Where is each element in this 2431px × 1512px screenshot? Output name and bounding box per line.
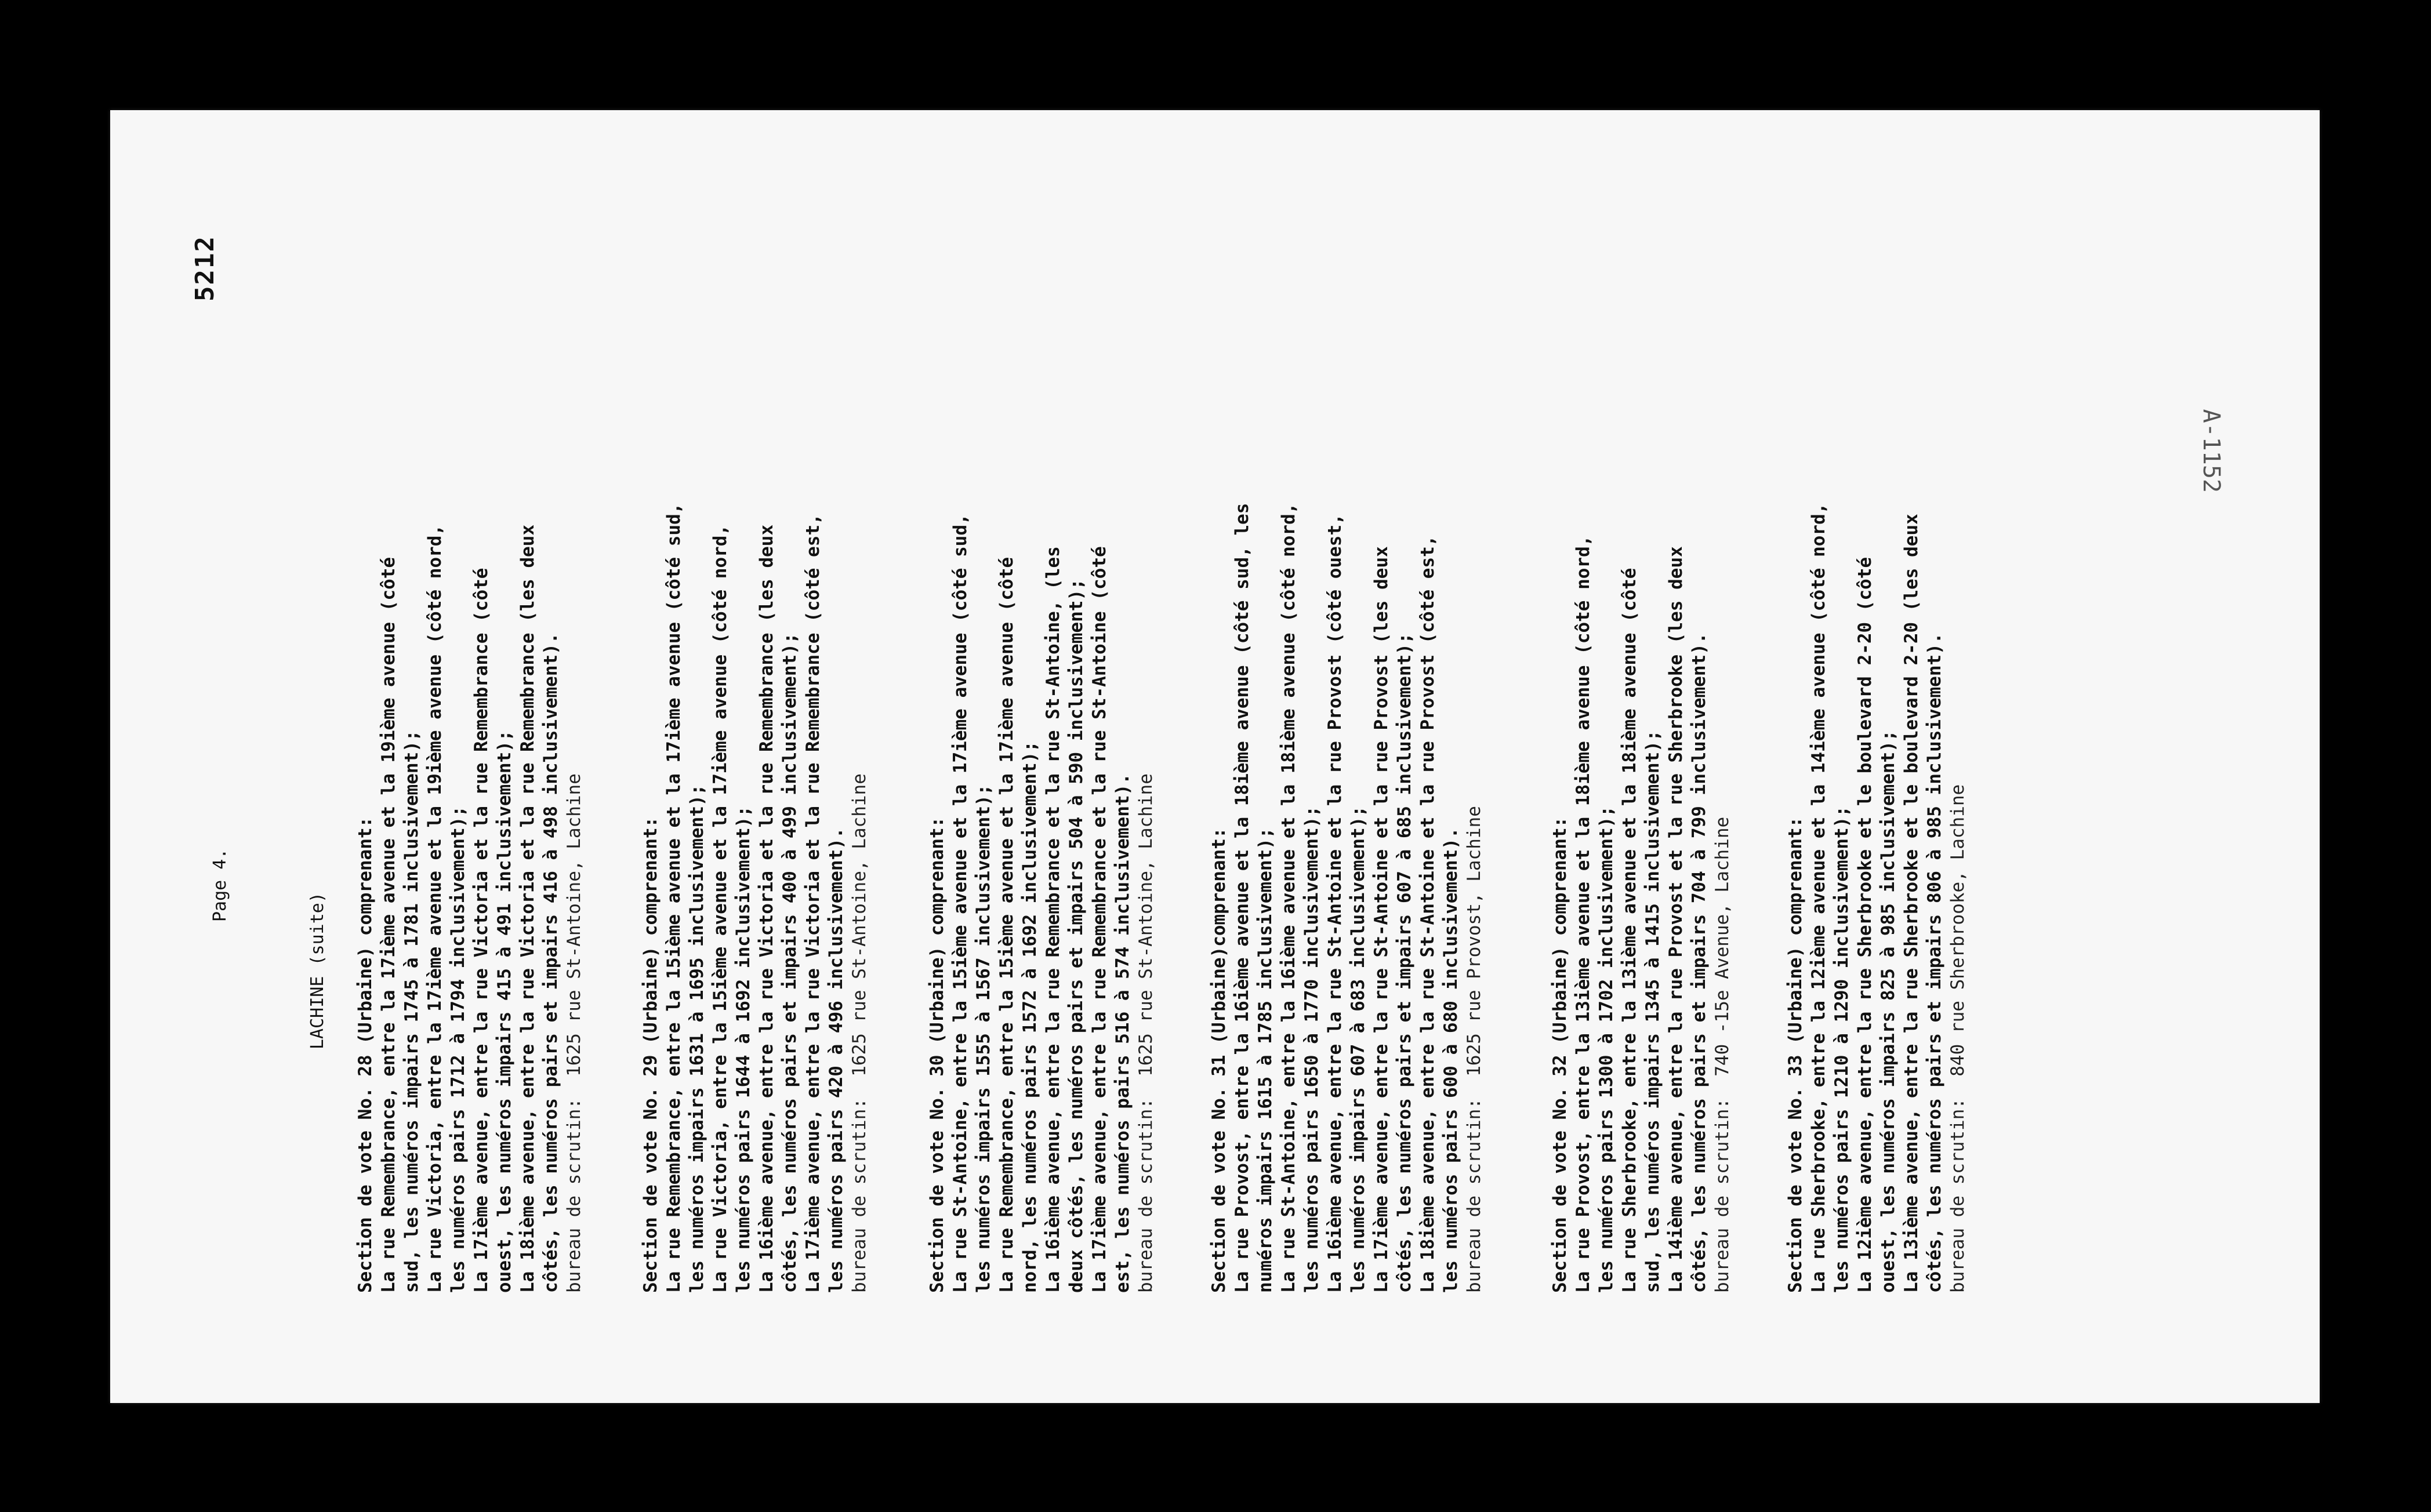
section-line: Section de vote No. 33 (Urbaine) comprenant: — [1785, 816, 1806, 1293]
section-line: sud, les numéros impairs 1745 à 1781 inclusivement); — [401, 730, 422, 1293]
section-line: La rue St-Antoine, entre la 15ième avenue et la 17ième avenue (côté sud, — [950, 514, 971, 1293]
section-line: La 18ième avenue, entre la rue St-Antoine et la rue Provost (côté est, — [1417, 535, 1438, 1293]
section-line: La 13ième avenue, entre la rue Sherbrooke et le boulevard 2-20 (les deux — [1901, 514, 1922, 1293]
polling-station: bureau de scrutin: 1625 rue Provost, Lachine — [1464, 806, 1485, 1293]
page-number: 5212 — [190, 235, 220, 301]
section-line: les numéros pairs 420 à 496 inclusivement). — [826, 827, 847, 1293]
section-line: La rue Remembrance, entre la 15ième avenue et la 17ième avenue (côté — [996, 557, 1017, 1293]
section-line: les numéros impairs 607 à 683 inclusivement); — [1348, 806, 1369, 1293]
section-line: La rue Victoria, entre la 15ième avenue et la 17ième avenue (côté nord, — [710, 524, 731, 1293]
section-line: les numéros pairs 1210 à 1290 inclusivement); — [1831, 806, 1852, 1293]
voting-section-29 — [639, 249, 871, 1293]
section-line: La 14ième avenue, entre la rue Provost et la rue Sherbrooke (les deux — [1666, 546, 1686, 1293]
voting-section-28 — [354, 249, 586, 1293]
polling-station: bureau de scrutin: 1625 rue St-Antoine, Lachine — [849, 773, 870, 1293]
section-line: Section de vote No. 31 (Urbaine)comprenant: — [1209, 827, 1229, 1293]
document-sheet — [110, 110, 2320, 1403]
section-line: La rue Remembrance, entre la 17ième avenue et la 19ième avenue (côté — [378, 557, 399, 1293]
rotated-page-content — [110, 110, 2320, 1403]
section-line: La 17ième avenue, entre la rue St-Antoine et la rue Provost (les deux — [1371, 546, 1392, 1293]
section-line: les numéros impairs 1631 à 1695 inclusivement); — [687, 784, 707, 1293]
section-line: deux côtés, les numéros pairs et impairs 504 à 590 inclusivement); — [1066, 579, 1087, 1293]
section-line: La rue Provost, entre la 16ième avenue et la 18ième avenue (côté sud, les — [1232, 503, 1253, 1293]
section-line: Section de vote No. 29 (Urbaine) comprenant: — [640, 816, 661, 1293]
voting-section-30 — [926, 249, 1158, 1293]
section-line: côtés, les numéros pairs et impairs 416 à 498 inclusivement). — [540, 633, 561, 1293]
section-line: Section de vote No. 32 (Urbaine) comprenant: — [1550, 816, 1570, 1293]
section-line: Section de vote No. 28 (Urbaine) comprenant: — [355, 816, 376, 1293]
section-line: La rue Sherbrooke, entre la 12ième avenue et la 14ième avenue (côté nord, — [1808, 503, 1829, 1293]
section-line: ouest, les numéros impairs 825 à 985 inclusivement); — [1878, 730, 1899, 1293]
section-line: sud, les numéros impairs 1345 à 1415 inclusivement); — [1642, 730, 1663, 1293]
section-line: côtés, les numéros pairs et impairs 806 à 985 inclusivement). — [1924, 633, 1945, 1293]
section-line: La rue Sherbrooke, entre la 13ième avenue et la 18ième avenue (côté — [1619, 568, 1640, 1293]
section-line: La 16ième avenue, entre la rue St-Antoine et la rue Provost (côté ouest, — [1325, 514, 1345, 1293]
section-line: numéros impairs 1615 à 1785 inclusivement); — [1255, 827, 1276, 1293]
section-line: les numéros pairs 600 à 680 inclusivement). — [1441, 827, 1461, 1293]
voting-section-33 — [1784, 249, 1969, 1293]
polling-station: bureau de scrutin: 1625 rue St-Antoine, Lachine — [564, 773, 585, 1293]
district-title: LACHINE (suite) — [307, 892, 328, 1049]
polling-station: bureau de scrutin: 840 rue Sherbrooke, Lachine — [1947, 784, 1968, 1293]
voting-section-31 — [1207, 249, 1486, 1293]
section-line: Section de vote No. 30 (Urbaine) comprenant: — [927, 816, 948, 1293]
section-line: côtés, les numéros pairs et impairs 400 à 499 inclusivement); — [779, 633, 800, 1293]
section-line: La 17ième avenue, entre la rue Remembrance et la rue St-Antoine (côté — [1089, 546, 1110, 1293]
section-line: les numéros pairs 1650 à 1770 inclusivement); — [1301, 806, 1322, 1293]
polling-station: bureau de scrutin: 740 -15e Avenue, Lachine — [1712, 816, 1733, 1293]
section-line: ouest, les numéros impairs 415 à 491 inclusivement); — [494, 730, 515, 1293]
section-line: les numéros impairs 1555 à 1567 inclusivement); — [973, 784, 994, 1293]
section-line: côtés, les numéros pairs et impairs 607 à 685 inclusivement); — [1394, 633, 1415, 1293]
section-line: La rue St-Antoine, entre la 16ième avenue et la 18ième avenue (côté nord, — [1278, 503, 1299, 1293]
section-line: les numéros pairs 1300 à 1702 inclusivement); — [1596, 806, 1617, 1293]
voting-section-32 — [1548, 249, 1734, 1293]
section-line: est, les numéros pairs 516 à 574 inclusivement). — [1112, 773, 1133, 1293]
section-line: La 16ième avenue, entre la rue Remembrance et la rue St-Antoine, (les — [1043, 546, 1064, 1293]
section-lines — [354, 249, 563, 1293]
section-line: La rue Provost, entre la 13ième avenue et la 18ième avenue (côté nord, — [1573, 535, 1594, 1293]
section-line: La 16ième avenue, entre la rue Victoria et la rue Remembrance (les deux — [756, 524, 777, 1293]
section-line: nord, les numéros pairs 1572 à 1692 inclusivement); — [1019, 741, 1040, 1293]
polling-station: bureau de scrutin: 1625 rue St-Antoine, Lachine — [1135, 773, 1156, 1293]
section-line: La 17ième avenue, entre la rue Victoria et la rue Remembrance (côté est, — [803, 514, 823, 1293]
section-line: La 17ième avenue, entre la rue Victoria et la rue Remembrance (côté — [471, 568, 492, 1293]
section-line: côtés, les numéros pairs et impairs 704 à 799 inclusivement). — [1689, 633, 1710, 1293]
archive-stamp: A-1152 — [2198, 409, 2225, 493]
section-line: La rue Remembrance, entre la 15ième avenue et la 17ième avenue (côté sud, — [663, 503, 684, 1293]
section-line: La 12ième avenue, entre la rue Sherbrooke et le boulevard 2-20 (côté — [1855, 557, 1875, 1293]
section-line: les numéros pairs 1644 à 1692 inclusivement); — [733, 806, 754, 1293]
page-label: Page 4. — [210, 848, 230, 922]
section-line: La rue Victoria, entre la 17ième avenue et la 19ième avenue (côté nord, — [424, 524, 445, 1293]
section-line: La 18ième avenue, entre la rue Victoria et la rue Remembrance (les deux — [517, 524, 538, 1293]
section-line: les numéros pairs 1712 à 1794 inclusivement); — [448, 806, 469, 1293]
